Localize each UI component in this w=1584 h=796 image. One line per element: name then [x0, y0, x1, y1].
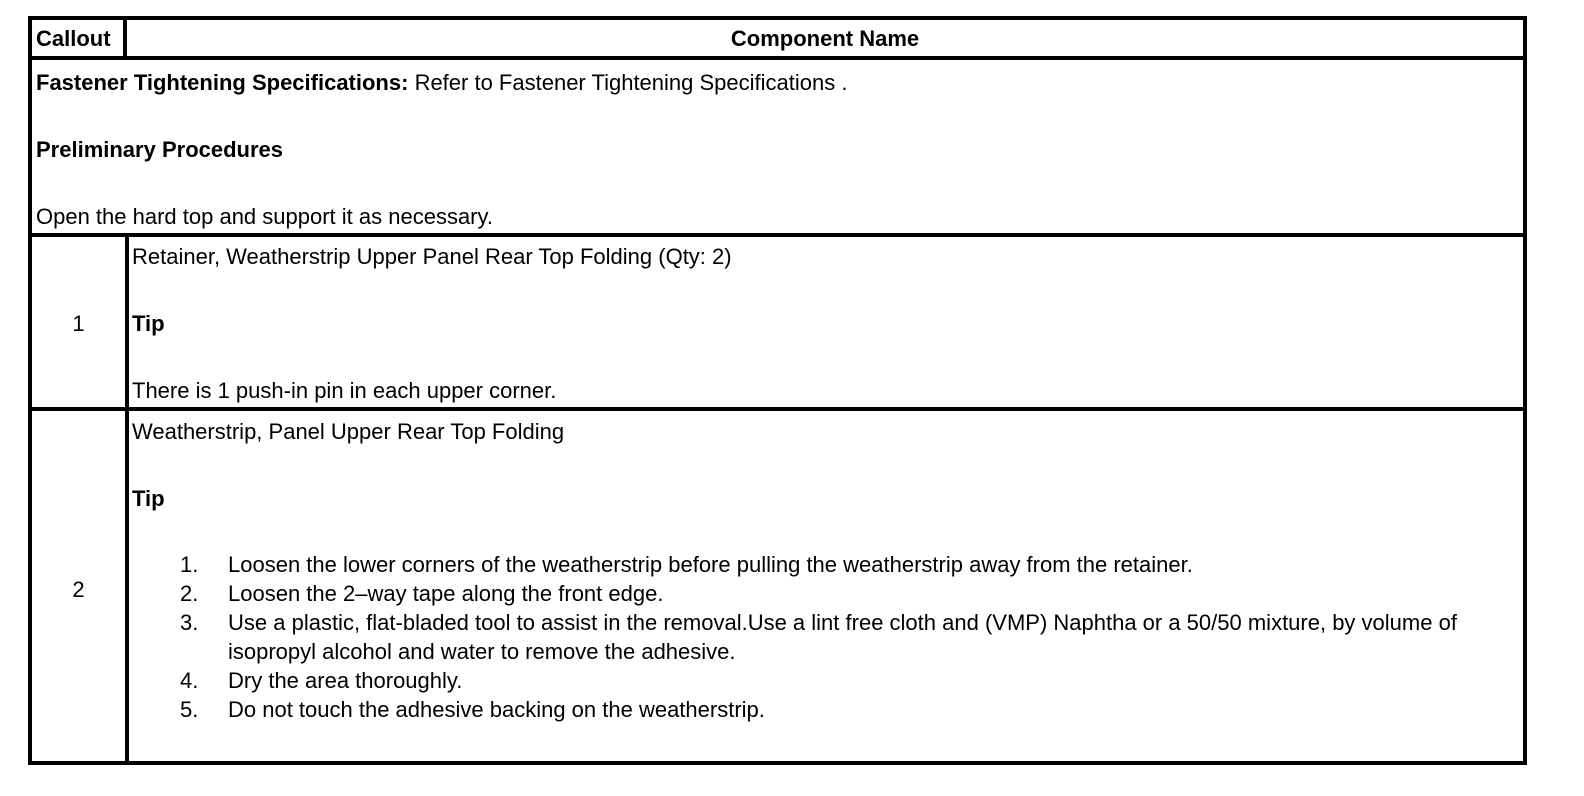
step-text: Dry the area thoroughly. [228, 668, 463, 693]
row1-tip-text: There is 1 push-in pin in each upper corner. [132, 378, 557, 403]
intro-divider [32, 233, 1523, 237]
body-column-divider [125, 235, 129, 765]
fastener-spec-text: Refer to Fastener Tightening Specifications . [414, 70, 848, 95]
procedure-table [28, 16, 1527, 765]
component-name-header: Component Name [730, 26, 920, 51]
callout-1: 1 [72, 311, 85, 336]
row1-component-name: Retainer, Weatherstrip Upper Panel Rear Top Folding (Qty: 2) [132, 244, 732, 269]
preliminary-procedures-heading: Preliminary Procedures [36, 137, 284, 162]
fastener-spec-label: Fastener Tightening Specifications: [36, 70, 409, 95]
row2-component-name: Weatherstrip, Panel Upper Rear Top Folding [132, 419, 565, 444]
preliminary-procedures-text: Open the hard top and support it as necessary. [36, 204, 493, 229]
list-item [180, 579, 1503, 608]
step-text: Loosen the lower corners of the weatherstrip before pulling the weatherstrip away from the retainer. [228, 552, 1193, 577]
step-text: Use a plastic, flat-bladed tool to assist in the removal.Use a lint free cloth and (VMP) Naphtha or a 50/50 mixture, by volume of isopropyl alcohol and water to remove the adhesive. [228, 610, 1457, 664]
row2-steps-list [180, 550, 1503, 724]
step-number: 4. [180, 668, 199, 693]
row1-divider [32, 407, 1523, 411]
header-divider [32, 56, 1523, 60]
row2-tip-label: Tip [132, 486, 165, 511]
list-item [180, 550, 1503, 579]
callout-2: 2 [72, 577, 85, 602]
step-number: 2. [180, 581, 199, 606]
step-number: 1. [180, 552, 199, 577]
step-number: 3. [180, 610, 199, 635]
row1-tip-label: Tip [132, 311, 165, 336]
list-item [180, 608, 1503, 666]
callout-header: Callout [36, 26, 111, 51]
step-number: 5. [180, 697, 199, 722]
list-item [180, 666, 1503, 695]
list-item [180, 695, 1503, 724]
step-text: Do not touch the adhesive backing on the weatherstrip. [228, 697, 765, 722]
fastener-spec-line [36, 70, 847, 96]
step-text: Loosen the 2–way tape along the front edge. [228, 581, 664, 606]
